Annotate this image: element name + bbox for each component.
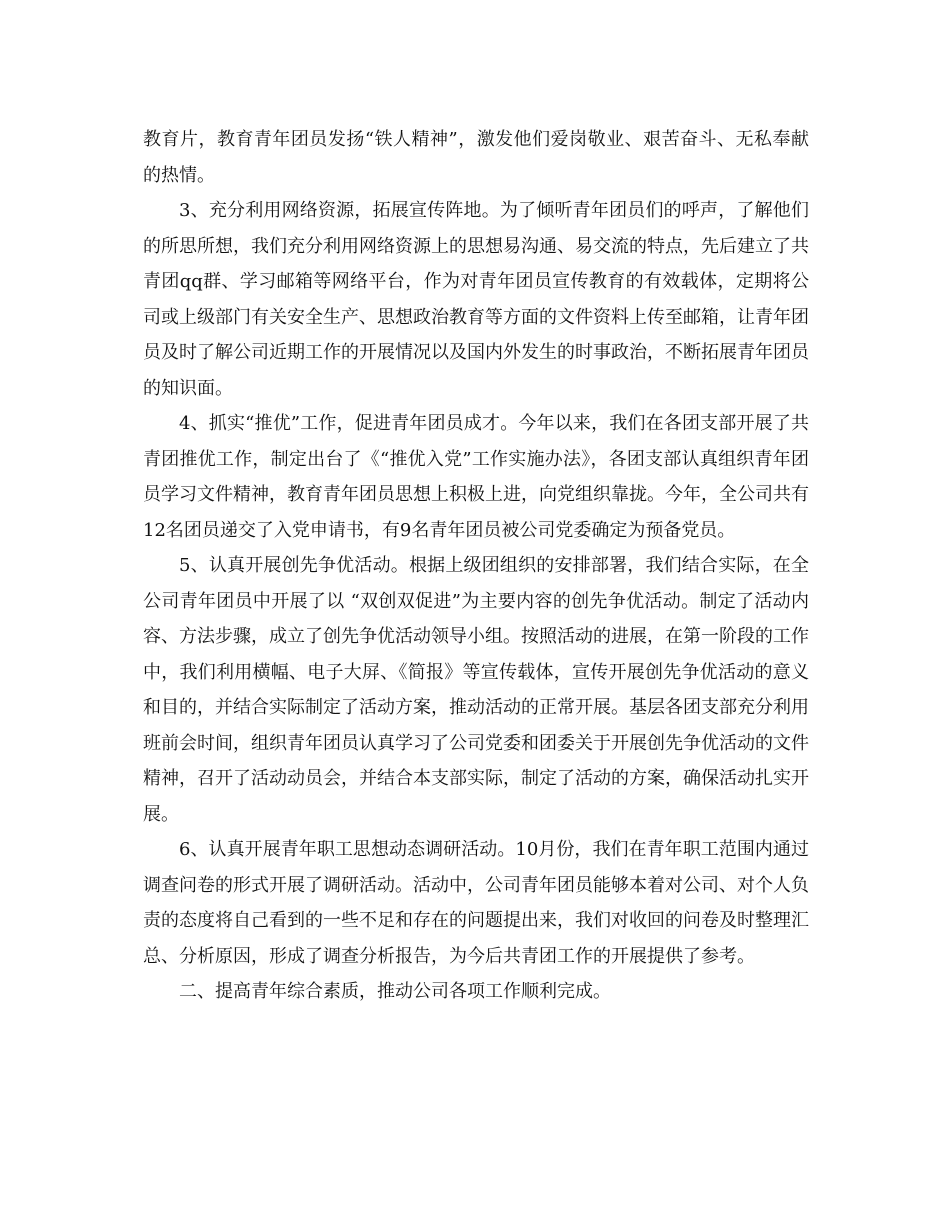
paragraph-item-4: 4、抓实“推优”工作，促进青年团员成才。今年以来，我们在各团支部开展了共青团推优工作，制定出台了《“推优入党”工作实施办法》，各团支部认真组织青年团员学习文件精神，教育青年团员思想上积极上进，向党组织靠拢。今年，全公司共有12名团员递交了入党申请书，有9名青年团员被公司党委确定为预备党员。 xyxy=(143,413,809,541)
paragraph-item-3: 3、充分利用网络资源，拓展宣传阵地。为了倾听青年团员们的呼声，了解他们的所思所想，我们充分利用网络资源上的思想易沟通、易交流的特点，先后建立了共青团qq群、学习邮箱等网络平台，作为对青年团员宣传教育的有效载体，定期将公司或上级部门有关安全生产、思想政治教育等方面的文件资料上传至邮箱，让青年团员及时了解公司近期工作的开展情况以及国内外发生的时事政治，不断拓展青年团员的知识面。 xyxy=(143,200,809,399)
paragraph-item-5: 5、认真开展创先争优活动。根据上级团组织的安排部署，我们结合实际，在全公司青年团员中开展了以 “双创双促进”为主要内容的创先争优活动。制定了活动内容、方法步骤，成立了创先争优活动领导小组。按照活动的进展，在第一阶段的工作中，我们利用横幅、电子大屏、《简报》等宣传载体，宣传开展创先争优活动的意义和目的，并结合实际制定了活动方案，推动活动的正常开展。基层各团支部充分利用班前会时间，组织青年团员认真学习了公司党委和团委关于开展创先争优活动的文件精神，召开了活动动员会，并结合本支部实际，制定了活动的方案，确保活动扎实开展。 xyxy=(143,555,809,825)
section-heading-2: 二、提高青年综合素质，推动公司各项工作顺利完成。 xyxy=(179,981,611,1002)
paragraph-item-6: 6、认真开展青年职工思想动态调研活动。10月份，我们在青年职工范围内通过调查问卷的形式开展了调研活动。活动中，公司青年团员能够本着对公司、对个人负责的态度将自己看到的一些不足和存在的问题提出来，我们对收回的问卷及时整理汇总、分析原因，形成了调查分析报告，为今后共青团工作的开展提供了参考。 xyxy=(143,839,809,967)
document-body xyxy=(143,122,809,1010)
paragraph-continuation: 教育片，教育青年团员发扬“铁人精神”，激发他们爱岗敬业、艰苦奋斗、无私奉献的热情。 xyxy=(143,129,809,186)
